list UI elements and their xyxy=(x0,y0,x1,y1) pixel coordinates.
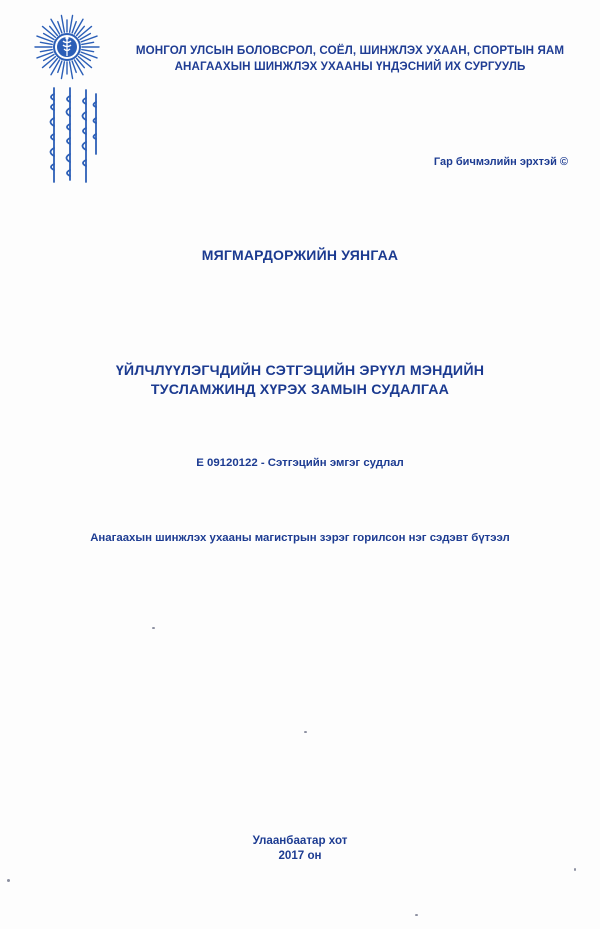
scan-speck xyxy=(574,868,576,871)
university-name: АНАГААХЫН ШИНЖЛЭХ УХААНЫ ҮНДЭСНИЙ ИХ СУРГУУЛЬ xyxy=(174,60,526,73)
year: 2017 он xyxy=(278,849,322,862)
scan-speck xyxy=(415,914,418,916)
ministry-header xyxy=(112,43,588,75)
degree-statement: Анагаахын шинжлэх ухааны магистрын зэрэг горилсон нэг сэдэвт бүтээл xyxy=(90,532,510,544)
scan-speck xyxy=(7,879,10,882)
thesis-title-line-1: ҮЙЛЧЛҮҮЛЭГЧДИЙН СЭТГЭЦИЙН ЭРҮҮЛ МЭНДИЙН xyxy=(115,363,485,379)
scan-speck xyxy=(304,731,307,733)
copyright-notice: Гар бичмэлийн эрхтэй © xyxy=(433,156,568,168)
thesis-title xyxy=(0,362,600,400)
thesis-title-line-2: ТУСЛАМЖИНД ХҮРЭХ ЗАМЫН СУДАЛГАА xyxy=(150,382,450,398)
scan-speck xyxy=(152,627,155,629)
university-emblem-icon xyxy=(34,14,100,80)
ministry-name: МОНГОЛ УЛСЫН БОЛОВСРОЛ, СОЁЛ, ШИНЖЛЭХ УХААН, СПОРТЫН ЯАМ xyxy=(135,44,565,57)
mongolian-script-icon xyxy=(40,84,102,192)
author-name: МЯГМАРДОРЖИЙН УЯНГАА xyxy=(201,247,399,263)
city: Улаанбаатар хот xyxy=(252,834,348,847)
specialty-code: E 09120122 - Сэтгэцийн эмгэг судлал xyxy=(196,457,404,469)
place-and-year xyxy=(0,833,600,863)
